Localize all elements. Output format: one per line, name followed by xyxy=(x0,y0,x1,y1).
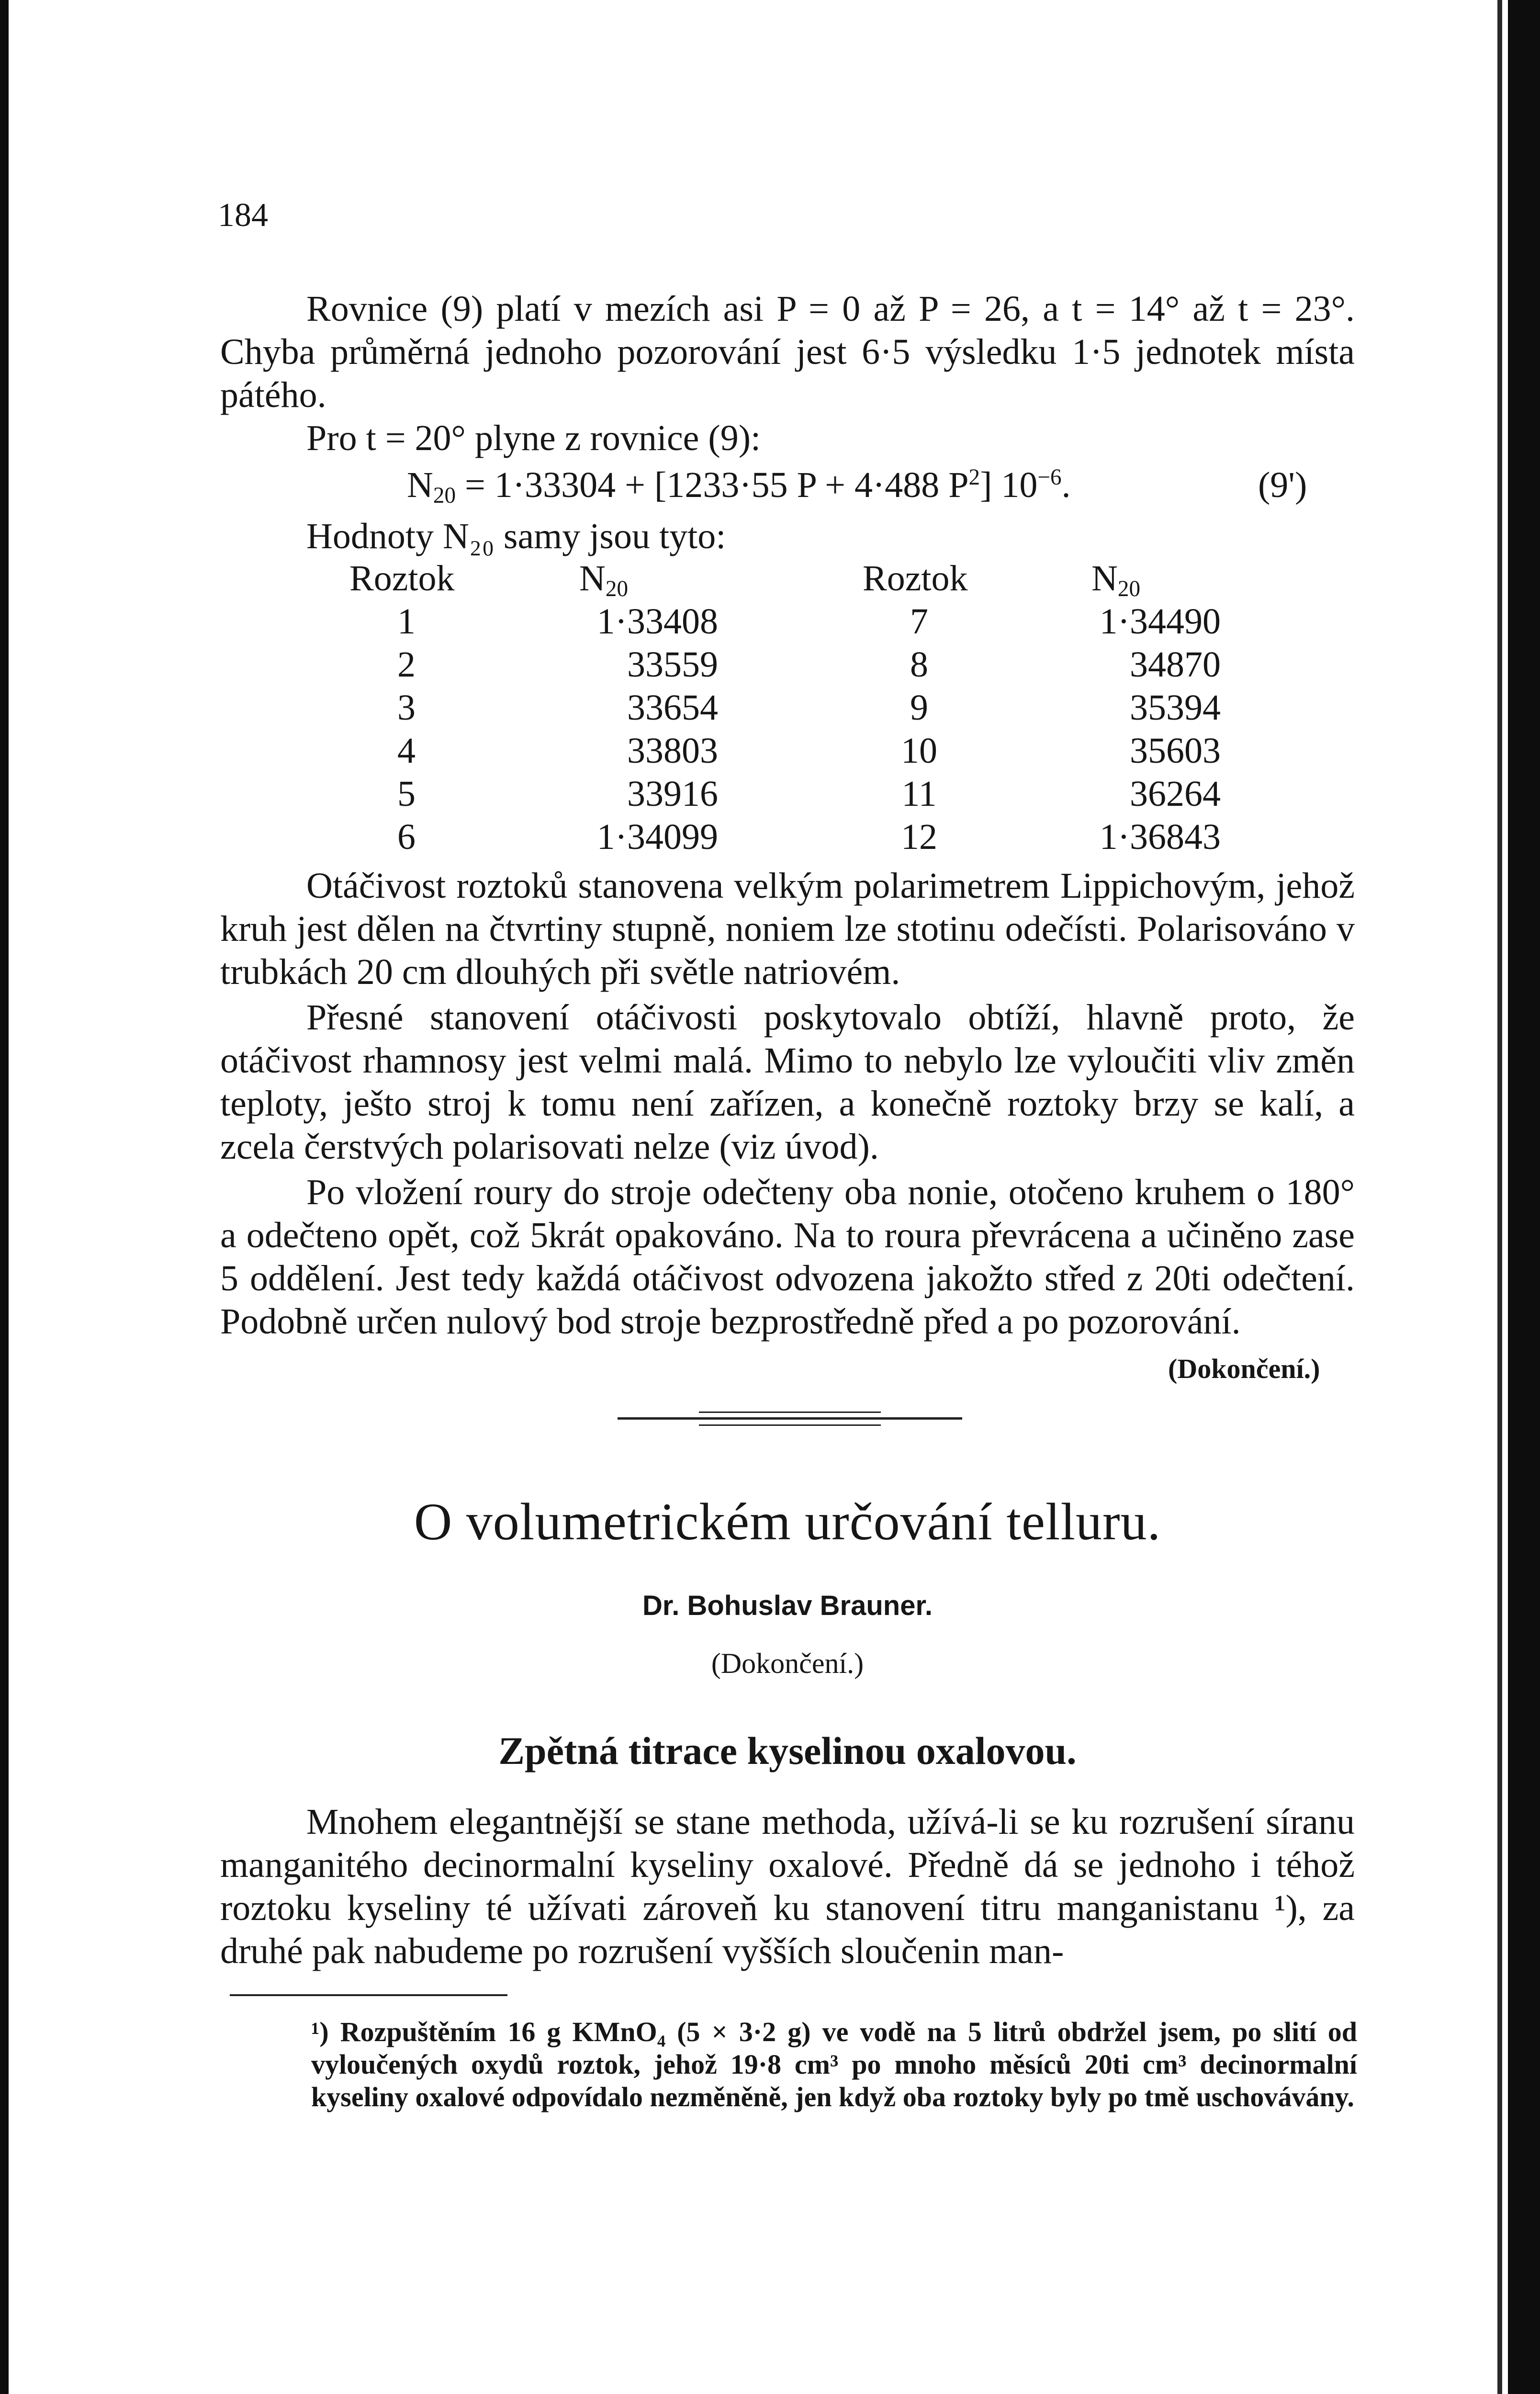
formula-lhs-sub: 20 xyxy=(433,483,456,508)
section-heading: Zpětná titrace kyselinou oxalovou. xyxy=(498,1729,1077,1773)
header-n-symbol: N xyxy=(579,558,606,598)
header-n20-left xyxy=(579,558,628,602)
header-n20-right xyxy=(1091,558,1140,602)
refraction-table xyxy=(349,558,1235,869)
row-2-left-id: 2 xyxy=(397,644,416,685)
row-4-left-id: 4 xyxy=(397,731,416,771)
footnote-rule xyxy=(230,1994,507,1996)
row-2-left-val: 33559 xyxy=(627,644,718,685)
formula-9-prime xyxy=(407,464,1071,508)
page-number: 184 xyxy=(218,197,268,234)
row-3-left-id: 3 xyxy=(397,688,416,728)
scan-edge-shadow xyxy=(1497,0,1502,2394)
scan-edge-left xyxy=(0,0,9,2394)
header-roztok-right: Roztok xyxy=(863,558,968,598)
row-1-left-id: 1 xyxy=(397,601,416,642)
formula-lhs: N xyxy=(407,465,433,505)
formula-exp2: −6 xyxy=(1037,465,1062,490)
article-title: O volumetrickém určování telluru. xyxy=(414,1492,1161,1551)
article-subtitle: (Dokončení.) xyxy=(711,1648,864,1679)
row-2-right-id: 8 xyxy=(910,644,928,685)
row-6-left-id: 6 xyxy=(397,817,416,857)
row-5-left-id: 5 xyxy=(397,774,416,814)
end-note: (Dokončení.) xyxy=(1168,1353,1320,1384)
row-1-right-id: 7 xyxy=(910,601,928,642)
formula-rhs-b: ] 10 xyxy=(980,465,1038,505)
formula-end: . xyxy=(1061,465,1071,505)
header-roztok-left: Roztok xyxy=(349,558,455,598)
row-1-right-val: 1·34490 xyxy=(1099,601,1221,642)
row-6-right-id: 12 xyxy=(901,817,937,857)
formula-exp: 2 xyxy=(968,465,980,490)
header-n-symbol: N xyxy=(1091,558,1118,598)
paragraph-range: Rovnice (9) platí v mezích asi P = 0 až P = 26, a t = 14° až t = 23°. Chyba průměrná jednoho pozorování jest 6·5 výsledku 1·5 jednotek místa pátého. xyxy=(220,289,1355,415)
article-author: Dr. Bohuslav Brauner. xyxy=(642,1590,933,1621)
paragraph-difficulties: Přesné stanovení otáčivosti poskytovalo obtíží, hlavně proto, že otáčivost rhamnosy jest velmi malá. Mimo to nebylo lze vyloučiti vliv změn teploty, ješto stroj k tomu není zařízen, a konečně roztoky brzy se kalí, a zcela čerstvých polarisovati nelze (viz úvod). xyxy=(220,997,1355,1167)
row-3-right-val: 35394 xyxy=(1130,688,1221,728)
row-5-right-id: 11 xyxy=(901,774,937,814)
paragraph-procedure: Po vložení roury do stroje odečteny oba nonie, otočeno kruhem o 180° a odečteno opět, což 5krát opakováno. Na to roura převrácena a učiněno zase 5 oddělení. Jest tedy každá otáčivost odvozena jakožto střed z 20ti odečtení. Podobně určen nulový bod stroje bezprostředně před a po pozorování. xyxy=(220,1172,1355,1342)
separator-rule xyxy=(618,1417,962,1420)
row-6-left-val: 1·34099 xyxy=(596,817,718,857)
paragraph-oxalic-titration: Mnohem elegantnější se stane methoda, užívá-li se ku rozrušení síranu manganitého decinormalní kyseliny oxalové. Předně dá se jednoho i téhož roztoku kyseliny té užívati zároveň ku stanovení titru manganistanu ¹), za druhé pak nabudeme po rozrušení vyšších sloučenin man- xyxy=(220,1802,1355,1971)
paragraph-values-intro: Hodnoty N₂₀ samy jsou tyto: xyxy=(306,516,726,556)
row-6-right-val: 1·36843 xyxy=(1099,817,1221,857)
formula-number: (9') xyxy=(1258,465,1307,505)
paragraph-polarimeter: Otáčivost roztoků stanovena velkým polarimetrem Lippichovým, jehož kruh jest dělen na čtvrtiny stupně, noniem lze stotinu odečísti. Polarisováno v trubkách 20 cm dlouhých při světle natriovém. xyxy=(220,866,1355,992)
row-4-right-val: 35603 xyxy=(1130,731,1221,771)
row-4-right-id: 10 xyxy=(901,731,937,771)
row-3-right-id: 9 xyxy=(910,688,928,728)
scan-edge-right xyxy=(1508,0,1540,2394)
formula-rhs-a: = 1·33304 + [1233·55 P + 4·488 P xyxy=(465,465,969,505)
row-5-left-val: 33916 xyxy=(627,774,718,814)
separator-rule-short xyxy=(699,1412,881,1413)
header-n-sub: 20 xyxy=(1117,576,1140,601)
row-4-left-val: 33803 xyxy=(627,731,718,771)
row-3-left-val: 33654 xyxy=(627,688,718,728)
paragraph-formula-intro: Pro t = 20° plyne z rovnice (9): xyxy=(306,418,761,458)
row-5-right-val: 36264 xyxy=(1130,774,1221,814)
header-n-sub: 20 xyxy=(605,576,628,601)
row-2-right-val: 34870 xyxy=(1130,644,1221,685)
footnote-1: ¹) Rozpuštěním 16 g KMnO₄ (5 × 3·2 g) ve vodě na 5 litrů obdržel jsem, po slití od vyloučených oxydů roztok, jehož 19·8 cm³ po mnoho měsíců 20ti cm³ decinormalní kyseliny oxalové odpovídalo nezměněně, jen když oba roztoky byly po tmě uschovávány. xyxy=(311,2016,1357,2112)
separator-rule-short xyxy=(699,1424,881,1426)
row-1-left-val: 1·33408 xyxy=(596,601,718,642)
